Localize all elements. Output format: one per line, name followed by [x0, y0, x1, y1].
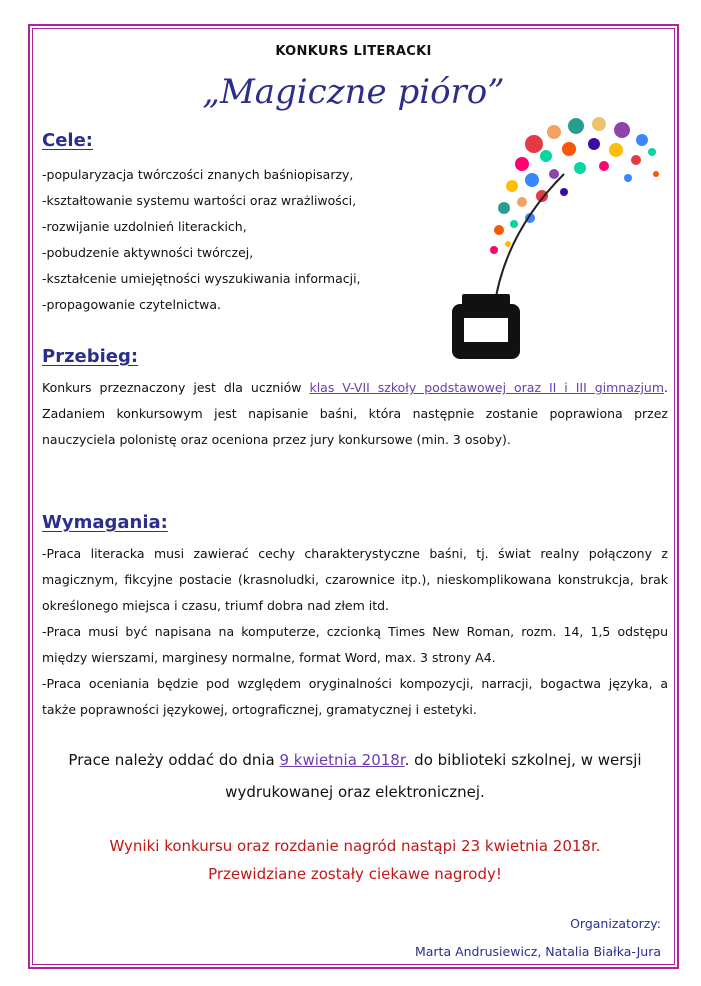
contest-type: KONKURS LITERACKI [275, 44, 432, 59]
requirement-item: -Praca musi być napisana na komputerze, czcionką Times New Roman, rozm. 14, 1,5 odstępu między wierszami, marginesy normalne, format Word, max. 3 strony A4. [42, 624, 668, 665]
process-paragraph [42, 375, 668, 453]
goals-heading: Cele: [42, 130, 93, 151]
requirement-item: -Praca literacka musi zawierać cechy charakterystyczne baśni, tj. świat realny połączony z magicznym, fikcyjne postacie (krasnoludki, czarownice itp.), nieskomplikowana konstrukcja, brak określonego miejsca i czasu, triumf dobra nad złem itd. [42, 546, 668, 613]
deadline-link[interactable]: 9 kwietnia 2018r [279, 751, 405, 769]
requirement-item: -Praca oceniania będzie pod względem oryginalności kompozycji, narracji, bogactwa języka, a także poprawności językowej, ortograficznej, gramatycznej i estetyki. [42, 676, 668, 717]
goal-item: -popularyzacja twórczości znanych baśniopisarzy, [42, 167, 354, 182]
ink-splash [490, 117, 659, 254]
goal-item: -kształtowanie systemu wartości oraz wrażliwości, [42, 193, 357, 208]
results-line-1: Wyniki konkursu oraz rozdanie nagród nastąpi 23 kwietnia 2018r. [109, 837, 601, 855]
organizers-names: Marta Andrusiewicz, Natalia Białka-Jura [414, 944, 661, 959]
contest-title: „Magiczne pióro” [202, 72, 505, 112]
goal-item: -rozwijanie uzdolnień literackich, [42, 219, 247, 234]
process-heading: Przebieg: [42, 346, 139, 367]
inkwell [452, 294, 520, 359]
submission-text-before: Prace należy oddać do dnia [68, 751, 280, 769]
process-text-after: . Zadaniem konkursowym jest napisanie baśni, która następnie zostanie poprawiona przez nauczyciela polonistę oraz oceniona przez jury konkursowe (min. 3 osoby). [42, 380, 668, 447]
submission-text-after: . do biblioteki szkolnej, w wersji wydrukowanej oraz elektronicznej. [225, 751, 642, 801]
goals-list [42, 162, 412, 318]
goal-item: -propagowanie czytelnictwa. [42, 297, 221, 312]
submission-notice [42, 744, 668, 808]
results-line-2: Przewidziane zostały ciekawe nagrody! [208, 865, 502, 883]
target-classes-link[interactable]: klas V-VII szkoły podstawowej oraz II i III gimnazjum [309, 380, 665, 395]
process-text-before: Konkurs przeznaczony jest dla uczniów [42, 380, 310, 395]
quill-inkwell-illustration [404, 104, 674, 364]
quill-shaft [494, 174, 564, 309]
goal-item: -kształcenie umiejętności wyszukiwania informacji, [42, 271, 361, 286]
organizers-label: Organizatorzy: [570, 916, 661, 931]
goal-item: -pobudzenie aktywności twórczej, [42, 245, 254, 260]
requirements-heading: Wymagania: [42, 512, 168, 533]
